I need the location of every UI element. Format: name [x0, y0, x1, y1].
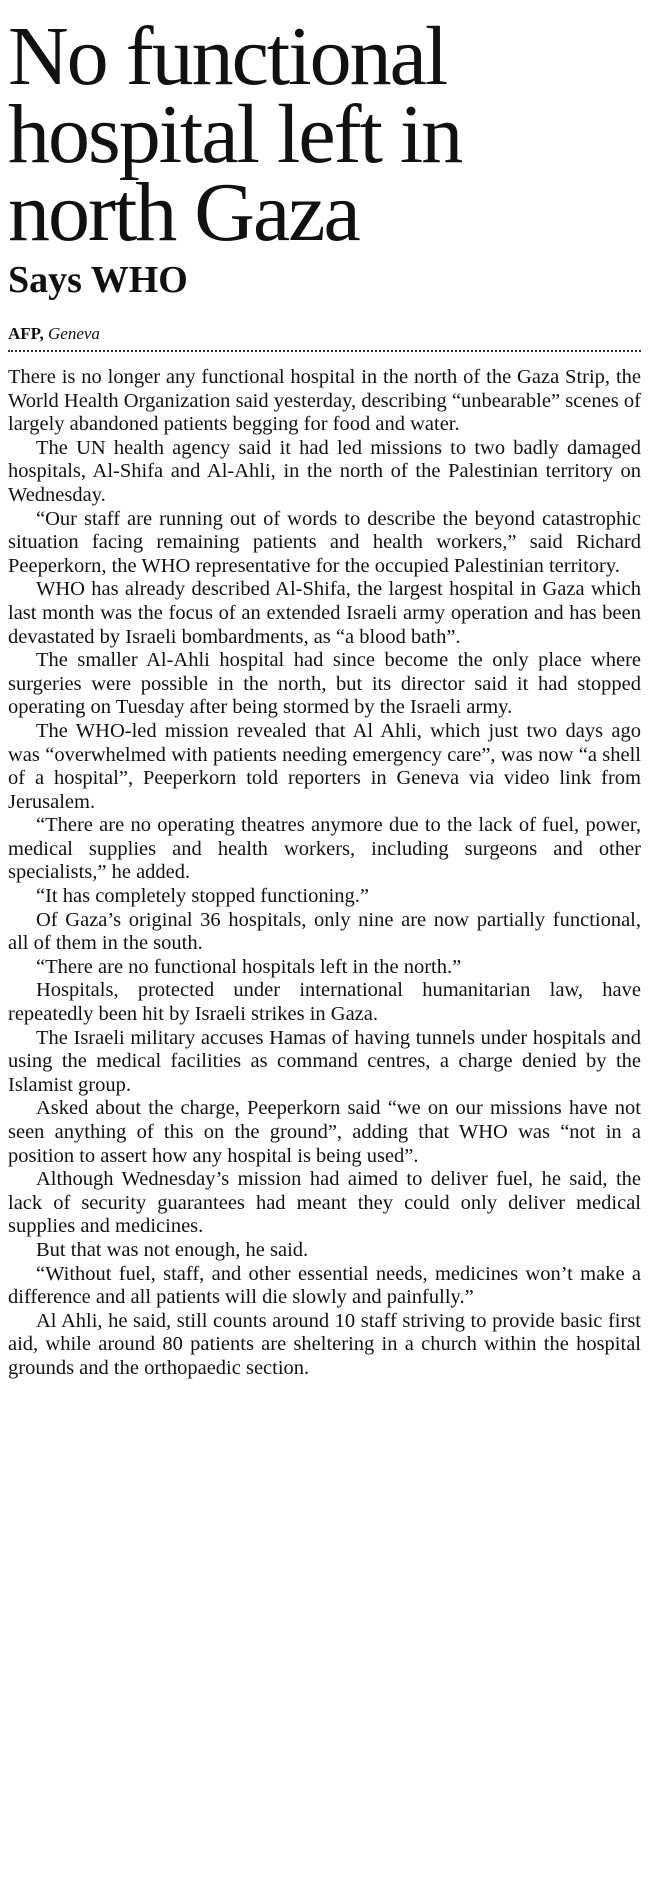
byline [8, 324, 641, 344]
paragraph: But that was not enough, he said. [36, 1238, 309, 1261]
paragraph: Although Wednesday’s mission had aimed to deliver fuel, he said, the lack of security guarantees had meant they could only deliver medical supplies and medicines. [8, 1168, 641, 1238]
paragraph: WHO has already described Al-Shifa, the largest hospital in Gaza which last month was the focus of an extended Israeli army operation and has been devastated by Israeli bombardments, as “a blood bath”. [8, 578, 641, 648]
paragraph: “There are no functional hospitals left in the north.” [36, 955, 462, 978]
paragraph: There is no longer any functional hospital in the north of the Gaza Strip, the World Health Organization said yesterday, describing “unbearable” scenes of largely abandoned patients begging for food and water. [8, 366, 641, 436]
paragraph: Hospitals, protected under international humanitarian law, have repeatedly been hit by Israeli strikes in Gaza. [8, 979, 641, 1026]
paragraph: Asked about the charge, Peeperkorn said “we on our missions have not seen anything of this on the ground”, adding that WHO was “not in a position to assert how any hospital is being used”. [8, 1097, 641, 1167]
paragraph: “Our staff are running out of words to describe the beyond catastrophic situation facing remaining patients and health workers,” said Richard Peeperkorn, the WHO representative for the occupied Palestinian territory. [8, 507, 641, 577]
paragraph: “It has completely stopped functioning.” [36, 885, 370, 908]
paragraph: The smaller Al-Ahli hospital had since become the only place where surgeries were possible in the north, but its director said it had stopped operating on Tuesday after being stormed by the Israeli army. [8, 649, 641, 719]
byline-agency: AFP, [8, 324, 44, 343]
paragraph: The Israeli military accuses Hamas of having tunnels under hospitals and using the medical facilities as command centres, a charge denied by the Islamist group. [8, 1026, 641, 1096]
paragraph: The WHO-led mission revealed that Al Ahli, which just two days ago was “overwhelmed with patients needing emergency care”, was now “a shell of a hospital”, Peeperkorn told reporters in Geneva via video link from Jerusalem. [8, 719, 641, 813]
paragraph: The UN health agency said it had led missions to two badly damaged hospitals, Al-Shifa and Al-Ahli, in the north of the Palestinian territory on Wednesday. [8, 436, 641, 506]
byline-location: Geneva [48, 324, 100, 343]
paragraph: Al Ahli, he said, still counts around 10 staff striving to provide basic first aid, while around 80 patients are sheltering in a church within the hospital grounds and the orthopaedic section. [8, 1309, 641, 1379]
paragraph: “Without fuel, staff, and other essential needs, medicines won’t make a difference and all patients will die slowly and painfully.” [8, 1262, 641, 1309]
subheadline: Says WHO [8, 259, 188, 301]
article-body [8, 366, 641, 1381]
dotted-divider [8, 350, 641, 352]
news-article [8, 0, 641, 1381]
paragraph: “There are no operating theatres anymore due to the lack of fuel, power, medical supplies and health workers, including surgeons and other specialists,” he added. [8, 814, 641, 884]
headline: No functional hospital left in north Gaza [8, 10, 462, 259]
paragraph: Of Gaza’s original 36 hospitals, only nine are now partially functional, all of them in the south. [8, 908, 641, 955]
